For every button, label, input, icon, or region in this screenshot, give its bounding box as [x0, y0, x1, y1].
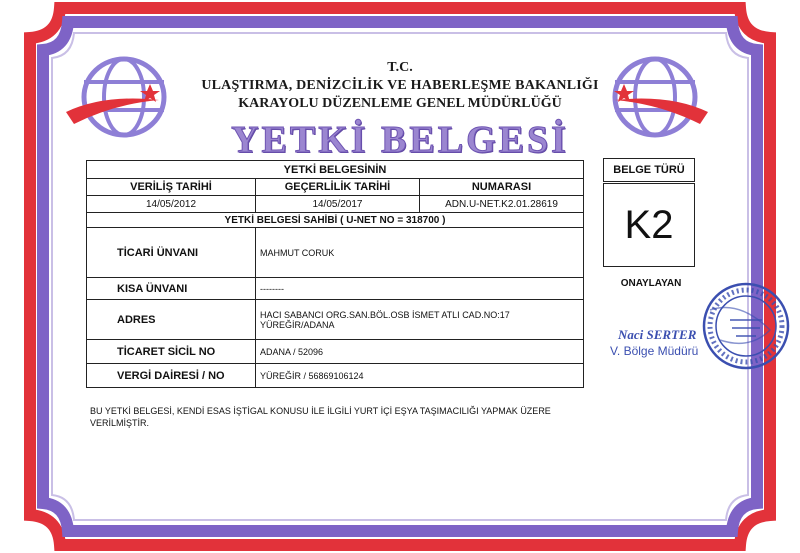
document-type-label: BELGE TÜRÜ [603, 158, 695, 182]
row-label: TİCARET SİCİL NO [87, 340, 256, 364]
trade-registry-no: ADANA / 52096 [255, 340, 583, 364]
tax-office-no: YÜREĞİR / 56869106124 [255, 364, 583, 388]
row-label: ADRES [87, 300, 256, 340]
approver-label: ONAYLAYAN [620, 278, 682, 289]
trade-name: MAHMUT CORUK [255, 228, 583, 278]
footer-statement: BU YETKİ BELGESİ, KENDİ ESAS İŞTİGAL KONUSU İLE İLGİLİ YURT İÇİ EŞYA TAŞIMACILIĞI YAPMAK ÜZERE VERİLMİŞTİR. [90, 406, 551, 428]
issue-date-header: VERİLİŞ TARİHİ [87, 179, 256, 196]
number-header: NUMARASI [419, 179, 583, 196]
section-title: YETKİ BELGESİNİN [87, 161, 584, 179]
row-label: KISA ÜNVANI [87, 278, 256, 300]
address-line2: YÜREĞİR/ADANA [259, 319, 335, 330]
certificate-table [86, 160, 584, 388]
address-line1: HACI SABANCI ORG.SAN.BÖL.OSB İSMET ATLI CAD.NO:17 [259, 309, 510, 320]
short-name: -------- [255, 278, 583, 300]
valid-date: 14/05/2017 [255, 196, 419, 213]
document-type-value: K2 [603, 183, 695, 267]
row-label: TİCARİ ÜNVANI [87, 228, 256, 278]
row-label: VERGİ DAİRESİ / NO [87, 364, 256, 388]
issue-date: 14/05/2012 [87, 196, 256, 213]
holder-title: YETKİ BELGESİ SAHİBİ ( U-NET NO = 318700 ) [87, 213, 584, 228]
header-directorate: KARAYOLU DÜZENLEME GENEL MÜDÜRLÜĞÜ [238, 96, 562, 111]
address [255, 300, 583, 340]
document-title: YETKİ BELGESİ [231, 119, 569, 161]
header-ministry: ULAŞTIRMA, DENİZCİLİK VE HABERLEŞME BAKANLIĞI [201, 78, 599, 93]
approver-name: Naci SERTER [618, 327, 697, 342]
official-seal [700, 280, 792, 372]
certificate-number: ADN.U-NET.K2.01.28619 [419, 196, 583, 213]
header-country: T.C. [387, 60, 413, 75]
approver-role: V. Bölge Müdürü [610, 344, 699, 358]
valid-date-header: GEÇERLİLİK TARİHİ [255, 179, 419, 196]
